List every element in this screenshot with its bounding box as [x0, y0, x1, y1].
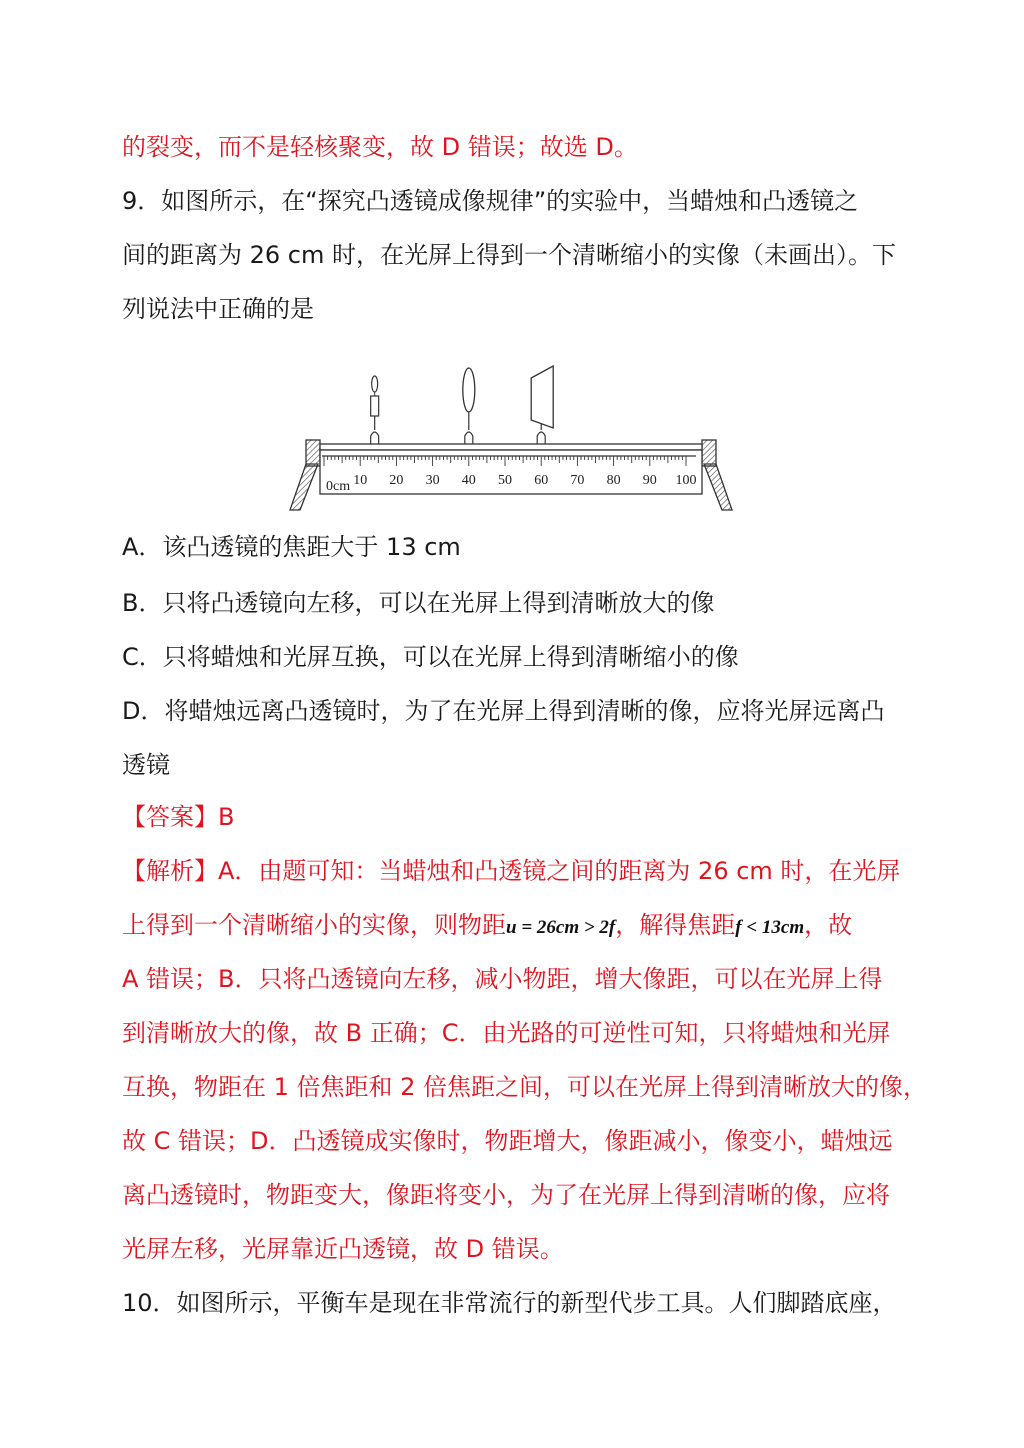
right-end-block — [702, 440, 716, 466]
scale-label: 80 — [606, 473, 621, 488]
right-leg — [704, 464, 732, 510]
scale-label: 40 — [461, 473, 476, 488]
option-d-line-2: 透镜 — [122, 751, 170, 779]
scale-label: 100 — [675, 473, 697, 488]
explanation-line-4: 到清晰放大的像，故 B 正确；C．由光路的可逆性可知，只将蜡烛和光屏 — [122, 1019, 891, 1047]
screen-holder — [537, 432, 545, 444]
focal-length-formula: f < 13cm — [735, 917, 805, 938]
question-9-line-1: 9．如图所示，在“探究凸透镜成像规律”的实验中，当蜡烛和凸透镜之 — [122, 187, 859, 215]
candle-flame — [372, 376, 378, 392]
scale-label: 60 — [534, 473, 549, 488]
screen-panel — [531, 366, 553, 428]
candle-holder — [371, 432, 379, 444]
scale-label: 10 — [353, 473, 368, 488]
explanation-line-3: A 错误；B．只将凸透镜向左移，减小物距，增大像距，可以在光屏上得 — [122, 965, 883, 993]
question-9-line-3: 列说法中正确的是 — [122, 295, 314, 323]
left-leg — [290, 464, 318, 510]
light-screen — [531, 366, 553, 444]
lens-shape — [463, 368, 475, 412]
explanation-line-2-b: ，解得焦距 — [615, 911, 736, 939]
scale-label: 30 — [425, 473, 440, 488]
left-end-block — [306, 440, 320, 466]
explanation-line-1: 【解析】A．由题可知：当蜡烛和凸透镜之间的距离为 26 cm 时，在光屏 — [122, 857, 901, 885]
explanation-line-6: 故 C 错误；D．凸透镜成实像时，物距增大，像距减小，像变小，蜡烛远 — [122, 1127, 893, 1155]
option-c: C．只将蜡烛和光屏互换，可以在光屏上得到清晰缩小的像 — [122, 643, 739, 671]
prev-explanation-tail: 的裂变，而不是轻核聚变，故 D 错误；故选 D。 — [122, 133, 638, 161]
scale-label: 70 — [570, 473, 585, 488]
option-d-line-1: D．将蜡烛远离凸透镜时，为了在光屏上得到清晰的像，应将光屏远离凸 — [122, 697, 885, 725]
candle-body — [371, 396, 379, 416]
candle — [371, 376, 379, 444]
explanation-line-2 — [122, 910, 852, 943]
question-10-line-1: 10．如图所示，平衡车是现在非常流行的新型代步工具。人们脚踏底座， — [122, 1289, 897, 1317]
object-distance-formula: u = 26cm > 2f — [506, 917, 616, 938]
lens-holder — [465, 432, 473, 444]
explanation-line-2-a: 上得到一个清晰缩小的实像，则物距 — [122, 911, 506, 939]
answer-line: 【答案】B — [122, 803, 235, 831]
scale-label: 50 — [498, 473, 512, 488]
optical-bench-figure — [284, 348, 740, 514]
scale-label: 20 — [389, 473, 404, 488]
scale-unit-label: 0cm — [326, 479, 351, 494]
explanation-line-7: 离凸透镜时，物距变大，像距将变小，为了在光屏上得到清晰的像，应将 — [122, 1181, 890, 1209]
option-b: B．只将凸透镜向左移，可以在光屏上得到清晰放大的像 — [122, 589, 715, 617]
scale-label: 90 — [642, 473, 657, 488]
question-9-line-2: 间的距离为 26 cm 时，在光屏上得到一个清晰缩小的实像（未画出）。下 — [122, 241, 896, 269]
explanation-line-5: 互换，物距在 1 倍焦距和 2 倍焦距之间，可以在光屏上得到清晰放大的像， — [122, 1073, 928, 1101]
explanation-line-2-c: ，故 — [804, 911, 853, 939]
explanation-line-8: 光屏左移，光屏靠近凸透镜，故 D 错误。 — [122, 1235, 564, 1263]
option-a: A．该凸透镜的焦距大于 13 cm — [122, 533, 461, 561]
bench-rail — [320, 444, 702, 450]
convex-lens — [463, 368, 475, 444]
